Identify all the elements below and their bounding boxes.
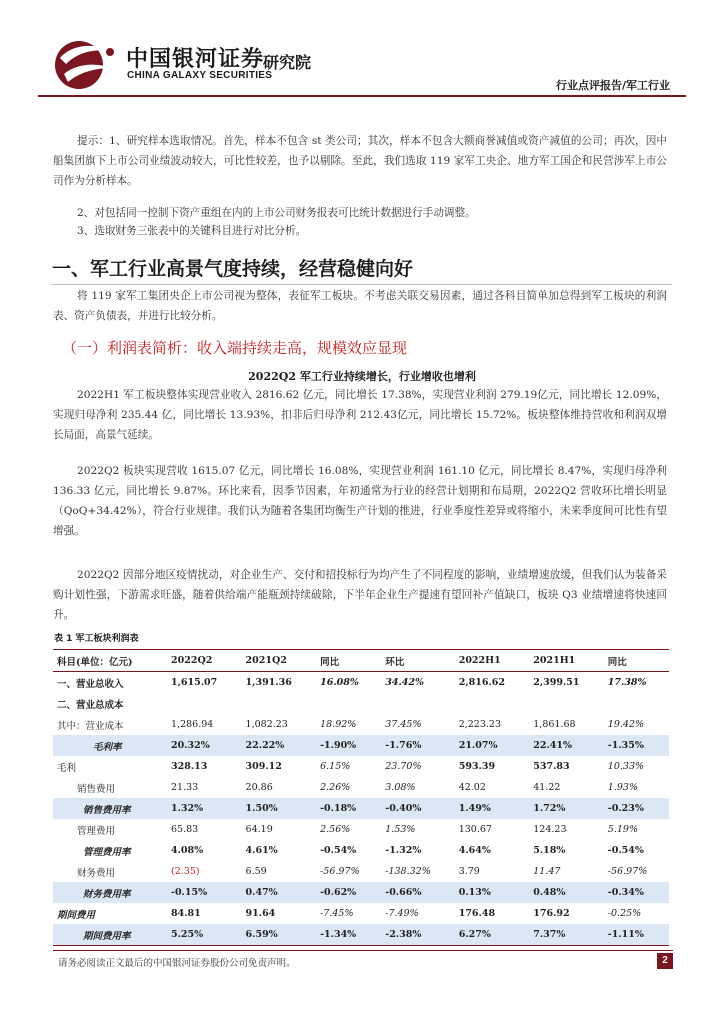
- table-cell: 3.08%: [385, 782, 416, 793]
- page-number: 2: [657, 953, 673, 969]
- table-cell: -0.54%: [320, 845, 357, 856]
- table-cell: -0.40%: [381, 798, 454, 819]
- table-cell: 124.23: [533, 824, 567, 835]
- table-cell: -56.97%: [607, 866, 648, 877]
- body-paragraph-3: 2022Q2 因部分地区疫情扰动，对企业生产、交付和招投标行为均产生了不同程度的影响，业绩增速放缓，但我们认为装备采购计划性强，下游需求旺盛，随着供给端产能瓶颈持续破除，下半年企业生产提速有望回补产值缺口，板块 Q3 业绩增速将快速回升。: [53, 569, 667, 621]
- table-cell: 19.42%: [607, 719, 645, 730]
- table-cell: 6.15%: [320, 761, 351, 772]
- table-cell: 其中：营业成本: [57, 720, 124, 732]
- table-cell: 84.81: [171, 908, 201, 919]
- table-cell: -2.38%: [381, 924, 454, 946]
- header-cell: 2022Q2: [167, 650, 242, 672]
- body-paragraph-1: 2022H1 军工板块整体实现营业收入 2816.62 亿元，同比增长 17.38%，实现营业利润 279.19亿元，同比增长 12.09%，实现归母净利 235.44 亿，同比增长 13.93%，扣非后归母净利 212.43亿元，同比增长 15.72%。板块整体维持营收和利润双增长局面，高景气延续。: [53, 389, 667, 441]
- table-cell: 期间费用率: [53, 924, 167, 946]
- table-cell: 1,082.23: [245, 719, 288, 730]
- table-cell: 7.37%: [529, 924, 604, 946]
- table-cell: 财务费用: [77, 867, 116, 879]
- table-cell: 23.70%: [385, 761, 422, 772]
- table-cell: -0.66%: [381, 882, 454, 903]
- table-cell: 22.41%: [529, 735, 604, 756]
- table-cell: 65.83: [171, 824, 199, 835]
- table-cell: 1.50%: [242, 798, 317, 819]
- table-cell: 593.39: [458, 761, 496, 772]
- table-row: [53, 924, 669, 946]
- table-row: [53, 672, 669, 694]
- table-cell: 销售费用: [77, 783, 116, 795]
- table-cell: 10.33%: [607, 761, 645, 772]
- table-cell: 5.25%: [167, 924, 242, 946]
- table-cell: 328.13: [171, 761, 208, 772]
- table-cell: 37.45%: [385, 719, 422, 730]
- table-cell: 5.18%: [533, 845, 566, 856]
- table-cell: 1.72%: [529, 798, 604, 819]
- section-intro: 将 119 家军工集团央企上市公司视为整体，表征军工板块。不考虑关联交易因素，通过各科目简单加总得到军工板块的利润表、资产负债表，并进行比较分析。: [53, 290, 667, 322]
- table-caption: 表 1 军工板块利润表: [54, 634, 139, 644]
- table-cell: 二、营业总成本: [57, 699, 124, 711]
- table-cell: 1,391.36: [245, 677, 292, 688]
- table-cell: -0.54%: [607, 845, 644, 856]
- table-row: [53, 861, 669, 882]
- table-cell: 5.19%: [607, 824, 638, 835]
- table-cell: 1,615.07: [171, 677, 218, 688]
- table-cell: 2.56%: [320, 824, 351, 835]
- logo-chinese-name: 中国银河证券: [126, 47, 265, 72]
- table-cell: 20.32%: [167, 735, 242, 756]
- header-cell: 科目(单位：亿元): [53, 650, 167, 672]
- table-cell: 176.92: [533, 908, 570, 919]
- table-cell: 6.59: [245, 866, 267, 877]
- table-cell: -1.35%: [604, 735, 669, 756]
- table-cell: 22.22%: [242, 735, 317, 756]
- table-cell: 130.67: [458, 824, 492, 835]
- table-cell: 财务费用率: [53, 882, 167, 903]
- table-cell: 4.64%: [458, 845, 491, 856]
- table-cell: (2.35): [171, 866, 200, 877]
- table-cell: 2,399.51: [533, 677, 580, 688]
- report-type: 行业点评报告/军工行业: [555, 79, 670, 92]
- table-cell: 42.02: [458, 782, 486, 793]
- table-cell: 176.48: [458, 908, 496, 919]
- table-cell: 期间费用: [57, 909, 96, 921]
- header-cell: 同比: [316, 650, 381, 672]
- table-cell: 21.33: [171, 782, 199, 793]
- table-cell: -0.23%: [604, 798, 669, 819]
- table-cell: -1.34%: [316, 924, 381, 946]
- table-cell: -0.18%: [316, 798, 381, 819]
- table-cell: 管理费用率: [83, 846, 131, 858]
- footer-divider: [53, 950, 673, 951]
- table-header-row: [53, 650, 669, 672]
- table-row: [53, 693, 669, 714]
- table-cell: 3.79: [458, 866, 480, 877]
- table-cell: 11.47: [533, 866, 561, 877]
- table-cell: 21.07%: [455, 735, 530, 756]
- table-cell: 1.93%: [607, 782, 638, 793]
- subsection-heading: （一）利润表简析：收入端持续走高，规模效应显现: [62, 339, 408, 357]
- table-cell: 毛利: [57, 762, 77, 774]
- section-heading-rule: [52, 284, 672, 285]
- table-cell: -56.97%: [320, 866, 360, 877]
- header-cell: 2021Q2: [242, 650, 317, 672]
- table-cell: -1.11%: [604, 924, 669, 946]
- table-cell: -0.25%: [607, 908, 642, 919]
- profit-table: [53, 649, 669, 946]
- table-cell: 6.27%: [455, 924, 530, 946]
- table-row: [53, 735, 669, 756]
- table-cell: 4.61%: [245, 845, 278, 856]
- table-cell: 0.13%: [455, 882, 530, 903]
- table-cell: 管理费用: [77, 825, 116, 837]
- table-cell: -138.32%: [385, 866, 431, 877]
- table-cell: 2,223.23: [458, 719, 502, 730]
- table-cell: -0.62%: [316, 882, 381, 903]
- table-row: [53, 777, 669, 798]
- table-cell: 1.49%: [455, 798, 530, 819]
- table-cell: 41.22: [533, 782, 561, 793]
- table-cell: 1.32%: [167, 798, 242, 819]
- table-cell: 1,861.68: [533, 719, 576, 730]
- table-cell: 1.53%: [385, 824, 416, 835]
- header-cell: 2021H1: [529, 650, 604, 672]
- logo-english-name: CHINA GALAXY SECURITIES: [127, 70, 273, 81]
- institute-label: 研究院: [263, 53, 312, 72]
- table-cell: 0.48%: [529, 882, 604, 903]
- table-cell: 34.42%: [385, 677, 425, 688]
- subsection-subtitle: 2022Q2 军工行业持续增长，行业增收也增利: [248, 370, 476, 383]
- table-cell: -7.45%: [320, 908, 354, 919]
- table-cell: -1.32%: [385, 845, 422, 856]
- table-cell: 6.59%: [242, 924, 317, 946]
- table-cell: 4.08%: [171, 845, 204, 856]
- body-paragraph-2: 2022Q2 板块实现营收 1615.07 亿元，同比增长 16.08%，实现营业利润 161.10 亿元，同比增长 8.47%，实现归母净利 136.33 亿元，同比增长 9.87%。环比来看，因季节因素，年初通常为行业的经营计划期和布局期，2022Q2 营收环比增长明显（QoQ+34.42%），符合行业规律。我们认为随着各集团均衡生产计划的推进，行业季度性差异或将缩小，未来季度间可比性有望增强。: [53, 465, 667, 537]
- header-cell: 环比: [381, 650, 454, 672]
- table-row: [53, 714, 669, 735]
- note-paragraph-3: 3、选取财务三张表中的关键科目进行对比分析。: [77, 225, 307, 237]
- table-row: [53, 819, 669, 840]
- header-divider: [38, 95, 686, 97]
- table-row: [53, 840, 669, 861]
- table-cell: 16.08%: [320, 677, 359, 688]
- table-row: [53, 903, 669, 924]
- note-paragraph-2: 2、对包括同一控制下资产重组在内的上市公司财务报表可比统计数据进行手动调整。: [77, 207, 476, 219]
- table-row: [53, 756, 669, 777]
- note-paragraph-1: 提示：1、研究样本选取情况。首先，样本不包含 st 类公司；其次，样本不包含大额商誉减值或资产减值的公司；再次，因中船集团旗下上市公司业绩波动较大，可比性较差，也予以剔除。至此，我们选取 119 家军工央企、地方军工国企和民营涉军上市公司作为分析样本。: [53, 135, 667, 187]
- table-row: [53, 798, 669, 819]
- table-cell: 537.83: [533, 761, 570, 772]
- table-cell: 20.86: [245, 782, 273, 793]
- header-cell: 2022H1: [455, 650, 530, 672]
- section-heading: 一、军工行业高景气度持续，经营稳健向好: [52, 258, 414, 280]
- table-cell: 0.47%: [242, 882, 317, 903]
- galaxy-logo-icon: [52, 38, 120, 92]
- table-cell: 一、营业总收入: [57, 678, 124, 690]
- table-cell: 18.92%: [320, 719, 357, 730]
- table-cell: 17.38%: [607, 677, 647, 688]
- header-cell: 同比: [604, 650, 669, 672]
- table-cell: 64.19: [245, 824, 273, 835]
- table-cell: -1.90%: [316, 735, 381, 756]
- table-cell: 1,286.94: [171, 719, 214, 730]
- table-cell: 2,816.62: [458, 677, 505, 688]
- table-cell: -0.34%: [604, 882, 669, 903]
- table-cell: 2.26%: [320, 782, 351, 793]
- table-cell: 91.64: [245, 908, 276, 919]
- table-row: [53, 882, 669, 903]
- footer-disclaimer: 请务必阅读正文最后的中国银河证券股份公司免责声明。: [58, 958, 296, 969]
- table-cell: 309.12: [245, 761, 282, 772]
- table-cell: 销售费用率: [53, 798, 167, 819]
- table-cell: 毛利率: [53, 735, 167, 756]
- table-cell: -7.49%: [385, 908, 419, 919]
- table-cell: -0.15%: [167, 882, 242, 903]
- table-cell: -1.76%: [381, 735, 454, 756]
